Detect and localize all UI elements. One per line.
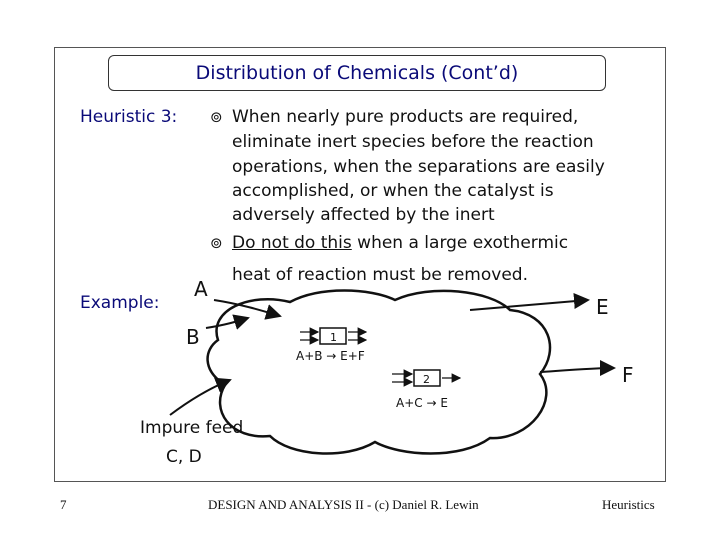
bullet2-line1 (232, 233, 568, 253)
bullet1-line5: adversely affected by the inert (232, 205, 495, 225)
product-f-arrow (540, 368, 614, 372)
footer-center: DESIGN AND ANALYSIS II - (c) Daniel R. Lewin (208, 497, 479, 512)
footer-right: Heuristics (602, 497, 655, 512)
bullet2-rest: when a large exothermic (351, 233, 569, 253)
bullet1-line1: When nearly pure products are required, (232, 107, 579, 127)
product-e-label: E (596, 295, 609, 319)
bullet1-line4: accomplished, or when the catalyst is (232, 181, 554, 201)
page-number: 7 (60, 497, 67, 512)
bullet2-line2: heat of reaction must be removed. (232, 265, 528, 285)
feed-b-arrow (206, 318, 248, 328)
process-diagram (130, 270, 670, 480)
bullet-icon: ⊚ (210, 234, 223, 252)
reactor-2-label: 2 (423, 373, 430, 386)
do-not-underlined: Do not do this (232, 233, 352, 253)
bullet1-line2: eliminate inert species before the reaction (232, 132, 594, 152)
impure-components-label: C, D (166, 447, 202, 467)
impure-feed-label: Impure feed (140, 418, 244, 438)
feed-b-label: B (186, 325, 200, 349)
reactor-1-label: 1 (330, 331, 337, 344)
feed-a-label: A (194, 277, 208, 301)
bullet-icon: ⊚ (210, 108, 223, 126)
product-f-label: F (622, 363, 634, 387)
reactor-1-reaction: A+B → E+F (296, 349, 365, 363)
example-label: Example: (80, 293, 160, 313)
reactor-2-reaction: A+C → E (396, 396, 448, 410)
process-cloud (208, 291, 550, 454)
bullet1-line3: operations, when the separations are easily (232, 157, 605, 177)
slide-title: Distribution of Chemicals (Cont’d) (108, 55, 606, 91)
product-e-arrow (470, 300, 588, 310)
heuristic-label: Heuristic 3: (80, 107, 178, 127)
